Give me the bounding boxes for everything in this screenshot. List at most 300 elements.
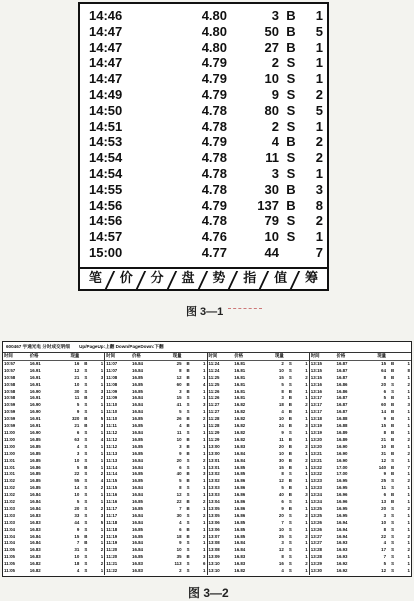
column-header-side (183, 353, 194, 360)
detail-side: S (186, 492, 190, 498)
detail-side: S (391, 547, 395, 553)
detail-count: 2 (100, 533, 104, 539)
detail-time: 13:28 (310, 547, 322, 553)
detail-count: 1 (407, 471, 410, 477)
detail-time: 13:08 (208, 540, 220, 546)
detail-count: 1 (203, 436, 206, 442)
detail-count: 1 (305, 395, 308, 401)
detail-volume: 11 (381, 485, 387, 491)
detail-count: 2 (203, 457, 206, 463)
detail-volume: 12 (278, 547, 284, 553)
detail-volume: 16 (278, 561, 284, 567)
detail-price: 16.84 (132, 360, 144, 366)
detail-volume: 35 (176, 554, 182, 560)
tick-price: 4.76 (201, 229, 227, 245)
detail-side: B (186, 554, 190, 560)
detail-count: 1 (100, 443, 104, 449)
detail-volume: 22 (74, 471, 80, 477)
detail-time: 11:10 (106, 409, 118, 415)
detail-price: 16.86 (234, 512, 246, 518)
detail-side: B (84, 395, 88, 401)
detail-price: 16.85 (132, 499, 144, 505)
detail-volume: 8 (281, 554, 284, 560)
detail-volume: 5 (179, 478, 182, 484)
detail-price: 16.81 (234, 381, 246, 387)
detail-side: S (186, 561, 190, 567)
detail-row (105, 547, 206, 554)
detail-count: 1 (407, 429, 410, 435)
detail-volume: 10 (278, 526, 284, 532)
detail-time: 11:02 (4, 492, 15, 498)
detail-volume: 8 (383, 526, 387, 532)
detail-side: B (186, 388, 190, 394)
tab-order-book[interactable]: 盘 (173, 269, 204, 289)
detail-volume: 11 (176, 429, 182, 435)
detail-volume: 4 (76, 568, 80, 574)
detail-row (105, 451, 206, 458)
detail-count: 1 (100, 457, 104, 463)
detail-side: S (84, 499, 88, 505)
tick-time: 14:56 (89, 213, 123, 229)
detail-row (208, 389, 309, 396)
detail-side: S (84, 519, 88, 525)
detail-row (208, 471, 309, 478)
detail-row (3, 492, 104, 499)
tab-price[interactable]: 价 (111, 269, 142, 289)
detail-row (3, 375, 104, 382)
detail-price: 16.91 (29, 374, 41, 380)
detail-count: 8 (407, 367, 410, 373)
detail-price: 16.82 (234, 402, 246, 408)
detail-row (3, 527, 104, 534)
detail-count: 1 (305, 388, 308, 394)
tick-volume: 4 (271, 134, 279, 150)
detail-volume: 25 (381, 478, 387, 484)
detail-count: 1 (100, 429, 104, 435)
detail-count: 1 (203, 450, 206, 456)
detail-price: 16.86 (336, 381, 348, 387)
tab-chips[interactable]: 筹 (296, 269, 327, 289)
detail-volume: 3 (76, 450, 80, 456)
detail-side: S (391, 478, 395, 484)
detail-price: 16.85 (29, 478, 41, 484)
detail-row (310, 395, 411, 402)
detail-volume: 140 (378, 464, 387, 470)
detail-volume: 20 (381, 381, 387, 387)
detail-price: 16.96 (336, 499, 348, 505)
detail-time: 11:16 (106, 499, 118, 505)
detail-row (208, 444, 309, 451)
tick-count: 2 (315, 213, 323, 229)
detail-volume: 9 (281, 429, 284, 435)
detail-row (105, 423, 206, 430)
tick-row (80, 213, 327, 229)
detail-time: 11:24 (208, 360, 220, 366)
detail-time: 11:01 (4, 457, 15, 463)
detail-count: 2 (203, 533, 206, 539)
detail-side: S (186, 457, 190, 463)
column-header-time: 时间 (3, 353, 29, 360)
tick-time: 15:00 (89, 244, 123, 260)
detail-volume: 8 (281, 388, 284, 394)
detail-side: S (84, 526, 88, 532)
detail-volume: 20 (74, 505, 80, 511)
tick-side: B (286, 197, 296, 213)
detail-time: 13:24 (310, 499, 322, 505)
detail-row (310, 485, 411, 492)
tick-count: 2 (315, 134, 323, 150)
detail-row (208, 499, 309, 506)
column-header-volume: 现量 (365, 353, 387, 360)
detail-count: 1 (100, 450, 104, 456)
detail-row (3, 499, 104, 506)
tick-row (80, 198, 327, 214)
tick-count: 2 (315, 150, 323, 166)
detail-price: 16.82 (234, 423, 246, 429)
detail-count: 1 (305, 416, 308, 422)
tab-value[interactable]: 值 (265, 269, 296, 289)
detail-price: 16.85 (29, 471, 41, 477)
detail-time: 13:25 (310, 512, 322, 518)
detail-time: 10:58 (4, 388, 16, 394)
detail-side: S (84, 561, 88, 567)
detail-volume: 15 (176, 395, 182, 401)
detail-time: 11:13 (106, 457, 118, 463)
detail-row (3, 458, 104, 465)
detail-price: 16.85 (29, 443, 41, 449)
detail-side: S (84, 443, 88, 449)
detail-count: 1 (407, 512, 410, 518)
tick-row (80, 245, 327, 261)
detail-price: 16.85 (132, 505, 144, 511)
detail-side: S (288, 526, 292, 532)
detail-row (3, 534, 104, 541)
tick-count: 1 (315, 229, 323, 245)
detail-time: 13:03 (208, 492, 220, 498)
detail-time: 11:29 (208, 429, 220, 435)
detail-volume: 8 (383, 374, 387, 380)
detail-time: 11:14 (106, 471, 118, 477)
tick-price: 4.78 (201, 150, 227, 166)
detail-volume: 18 (278, 402, 284, 408)
tick-count: 1 (315, 71, 323, 87)
detail-side: B (186, 478, 190, 484)
detail-count: 1 (100, 499, 104, 505)
tab-trades[interactable]: 笔 (88, 270, 102, 285)
detail-volume: 20 (278, 443, 284, 449)
detail-side: B (390, 471, 395, 477)
detail-side: S (391, 505, 395, 511)
detail-count: 1 (407, 388, 410, 394)
detail-time: 11:17 (106, 505, 118, 511)
detail-count: 1 (407, 395, 410, 401)
detail-count: 1 (407, 443, 410, 449)
detail-row (310, 527, 411, 534)
detail-volume: 63 (74, 436, 80, 442)
detail-time: 11:28 (208, 416, 220, 422)
detail-time: 13:00 (208, 450, 220, 456)
detail-volume: 2 (179, 568, 182, 574)
tick-count: 2 (315, 86, 323, 102)
detail-price: 16.85 (29, 436, 41, 442)
detail-volume: 3 (179, 443, 182, 449)
detail-count: 1 (407, 423, 410, 429)
paging-hint: Up/PageUp:上翻 Down/PageDown:下翻 (79, 344, 164, 349)
detail-count: 4 (100, 478, 104, 484)
tick-time: 14:57 (89, 229, 123, 245)
detail-volume: 40 (176, 471, 182, 477)
detail-volume: 6 (76, 429, 80, 435)
detail-side: S (186, 409, 190, 415)
detail-price: 16.85 (132, 471, 144, 477)
detail-row (310, 416, 411, 423)
detail-time: 13:26 (310, 526, 322, 532)
detail-row (208, 561, 309, 568)
detail-time: 11:16 (106, 492, 118, 498)
detail-row (105, 409, 206, 416)
detail-time: 11:18 (106, 526, 118, 532)
detail-row (105, 375, 206, 382)
detail-row (310, 444, 411, 451)
tick-price: 4.78 (201, 181, 227, 197)
detail-count: 1 (305, 360, 308, 366)
detail-volume: 5 (179, 409, 182, 415)
tick-volume: 80 (264, 102, 279, 118)
detail-time: 10:58 (4, 374, 16, 380)
detail-volume: 7 (383, 554, 387, 560)
detail-count: 1 (203, 540, 206, 546)
detail-row (3, 520, 104, 527)
detail-side: B (288, 409, 292, 415)
detail-price: 16.85 (234, 533, 246, 539)
detail-price: 16.86 (234, 505, 246, 511)
detail-side: B (288, 436, 292, 442)
detail-count: 1 (203, 478, 206, 484)
detail-time: 10:58 (4, 395, 16, 401)
tick-price: 4.78 (201, 102, 227, 118)
detail-volume: 10 (74, 457, 80, 463)
detail-volume: 40 (278, 492, 284, 498)
detail-time: 11:15 (106, 485, 118, 491)
detail-volume: 11 (74, 395, 80, 401)
detail-count: 2 (305, 457, 308, 463)
detail-price: 16.84 (132, 367, 144, 373)
detail-volume: 20 (381, 505, 387, 511)
detail-count: 1 (407, 568, 410, 574)
column-header-count (91, 353, 104, 360)
detail-price: 16.86 (234, 485, 246, 491)
detail-row (310, 478, 411, 485)
detail-row (208, 465, 309, 472)
detail-price: 16.92 (336, 561, 348, 567)
detail-row (3, 409, 104, 416)
detail-row (105, 540, 206, 547)
detail-side: S (84, 547, 88, 553)
detail-time: 11:03 (4, 512, 15, 518)
detail-volume: 113 (174, 561, 182, 567)
detail-count: 1 (203, 395, 206, 401)
detail-time: 11:22 (106, 568, 118, 574)
detail-count: 1 (100, 367, 104, 373)
detail-price: 16.82 (29, 568, 41, 574)
detail-time: 13:27 (310, 540, 322, 546)
detail-price: 16.83 (234, 554, 246, 560)
detail-time: 11:02 (4, 485, 15, 491)
tick-volume: 3 (271, 8, 279, 23)
detail-time: 13:21 (310, 457, 322, 463)
detail-price: 16.85 (132, 381, 144, 387)
detail-price: 16.90 (29, 402, 41, 408)
detail-side: S (288, 540, 292, 546)
detail-volume: 14 (381, 409, 387, 415)
detail-count: 1 (203, 429, 206, 435)
detail-side: B (390, 443, 395, 449)
detail-side: S (84, 429, 88, 435)
tick-time: 14:47 (89, 71, 123, 87)
detail-row (310, 389, 411, 396)
detail-row (3, 437, 104, 444)
detail-price: 16.87 (336, 395, 348, 401)
detail-side: B (288, 450, 292, 456)
tick-count: 1 (315, 165, 323, 181)
detail-row (105, 437, 206, 444)
detail-time: 13:17 (310, 402, 322, 408)
detail-time: 11:13 (106, 450, 118, 456)
detail-volume: 9 (76, 526, 80, 532)
detail-time: 11:07 (106, 360, 118, 366)
detail-count: 1 (407, 374, 410, 380)
detail-side: S (288, 512, 292, 518)
detail-side: S (84, 471, 88, 477)
detail-count: 1 (100, 492, 104, 498)
detail-price: 16.82 (234, 436, 246, 442)
detail-row (310, 554, 411, 561)
detail-row (3, 360, 104, 367)
detail-row (3, 506, 104, 513)
tick-side: S (286, 150, 296, 166)
tick-count: 7 (315, 244, 323, 260)
detail-count: 1 (203, 547, 206, 553)
detail-row (208, 395, 309, 402)
detail-count: 1 (407, 492, 410, 498)
detail-volume: 18 (176, 533, 182, 539)
detail-block (207, 353, 309, 575)
detail-side: B (288, 395, 292, 401)
detail-price: 16.85 (132, 436, 144, 442)
detail-time: 13:24 (310, 492, 322, 498)
detail-price: 16.85 (29, 450, 41, 456)
tick-price: 4.80 (201, 8, 227, 23)
detail-volume: 15 (381, 423, 387, 429)
detail-side: S (288, 547, 292, 553)
detail-price: 16.84 (132, 485, 144, 491)
detail-count: 1 (203, 505, 206, 511)
tick-side: S (286, 102, 296, 118)
detail-side: S (391, 512, 395, 518)
detail-side: S (186, 512, 190, 518)
detail-side: S (391, 533, 395, 539)
detail-row (208, 478, 309, 485)
detail-price: 16.83 (132, 568, 144, 574)
detail-time: 13:04 (208, 499, 220, 505)
detail-price: 16.85 (132, 374, 144, 380)
detail-volume: 12 (176, 374, 182, 380)
detail-time: 10:59 (4, 409, 16, 415)
detail-time: 13:05 (208, 512, 220, 518)
detail-time: 11:05 (4, 547, 15, 553)
detail-row (310, 375, 411, 382)
detail-side: S (186, 540, 190, 546)
detail-time: 11:28 (208, 423, 220, 429)
tab-index[interactable]: 指 (234, 269, 265, 289)
tab-trend[interactable]: 势 (204, 269, 235, 289)
detail-count: 1 (100, 409, 104, 415)
detail-volume: 5 (281, 381, 284, 387)
detail-row (310, 465, 411, 472)
detail-time: 13:23 (310, 478, 322, 484)
detail-time: 11:26 (208, 395, 220, 401)
detail-price: 16.81 (234, 388, 246, 394)
detail-side: S (288, 568, 292, 574)
detail-side: B (288, 388, 292, 394)
detail-side: B (390, 395, 395, 401)
detail-count: 1 (305, 471, 308, 477)
detail-side: S (288, 533, 292, 539)
column-header-volume: 现量 (263, 353, 285, 360)
column-header-time: 时间 (208, 353, 234, 360)
figure-caption-3-2: 图 3—2 (188, 586, 229, 600)
detail-price: 16.83 (29, 526, 41, 532)
detail-side: B (186, 499, 190, 505)
detail-count: 3 (100, 512, 104, 518)
detail-row (105, 368, 206, 375)
detail-price: 16.86 (29, 464, 41, 470)
detail-price: 16.85 (234, 471, 246, 477)
detail-count: 1 (407, 554, 410, 560)
detail-row (208, 485, 309, 492)
tick-time: 14:49 (89, 86, 123, 102)
detail-time: 10:57 (4, 360, 16, 366)
tab-minute[interactable]: 分 (142, 269, 173, 289)
detail-price: 16.84 (29, 499, 41, 505)
detail-price: 16.91 (29, 367, 41, 373)
tick-detail-panel (78, 2, 329, 291)
detail-count: 1 (407, 561, 410, 567)
detail-price: 16.92 (336, 568, 348, 574)
detail-side: B (390, 423, 395, 429)
detail-volume: 18 (74, 561, 80, 567)
tick-table (80, 8, 327, 261)
tick-volume: 3 (271, 165, 279, 181)
detail-row (3, 402, 104, 409)
detail-time: 13:20 (310, 436, 322, 442)
detail-row (208, 506, 309, 513)
detail-side: S (288, 561, 292, 567)
detail-volume: 10 (176, 436, 182, 442)
detail-volume: 9 (76, 409, 80, 415)
detail-time: 13:26 (310, 519, 322, 525)
detail-volume: 5 (76, 464, 80, 470)
tick-time: 14:53 (89, 134, 123, 150)
detail-time: 13:16 (310, 381, 322, 387)
detail-volume: 4 (281, 409, 284, 415)
detail-row (105, 492, 206, 499)
tick-time: 14:47 (89, 39, 123, 55)
detail-count: 1 (305, 547, 308, 553)
detail-row (105, 513, 206, 520)
detail-time: 13:03 (208, 485, 220, 491)
tick-time: 14:51 (89, 118, 123, 134)
